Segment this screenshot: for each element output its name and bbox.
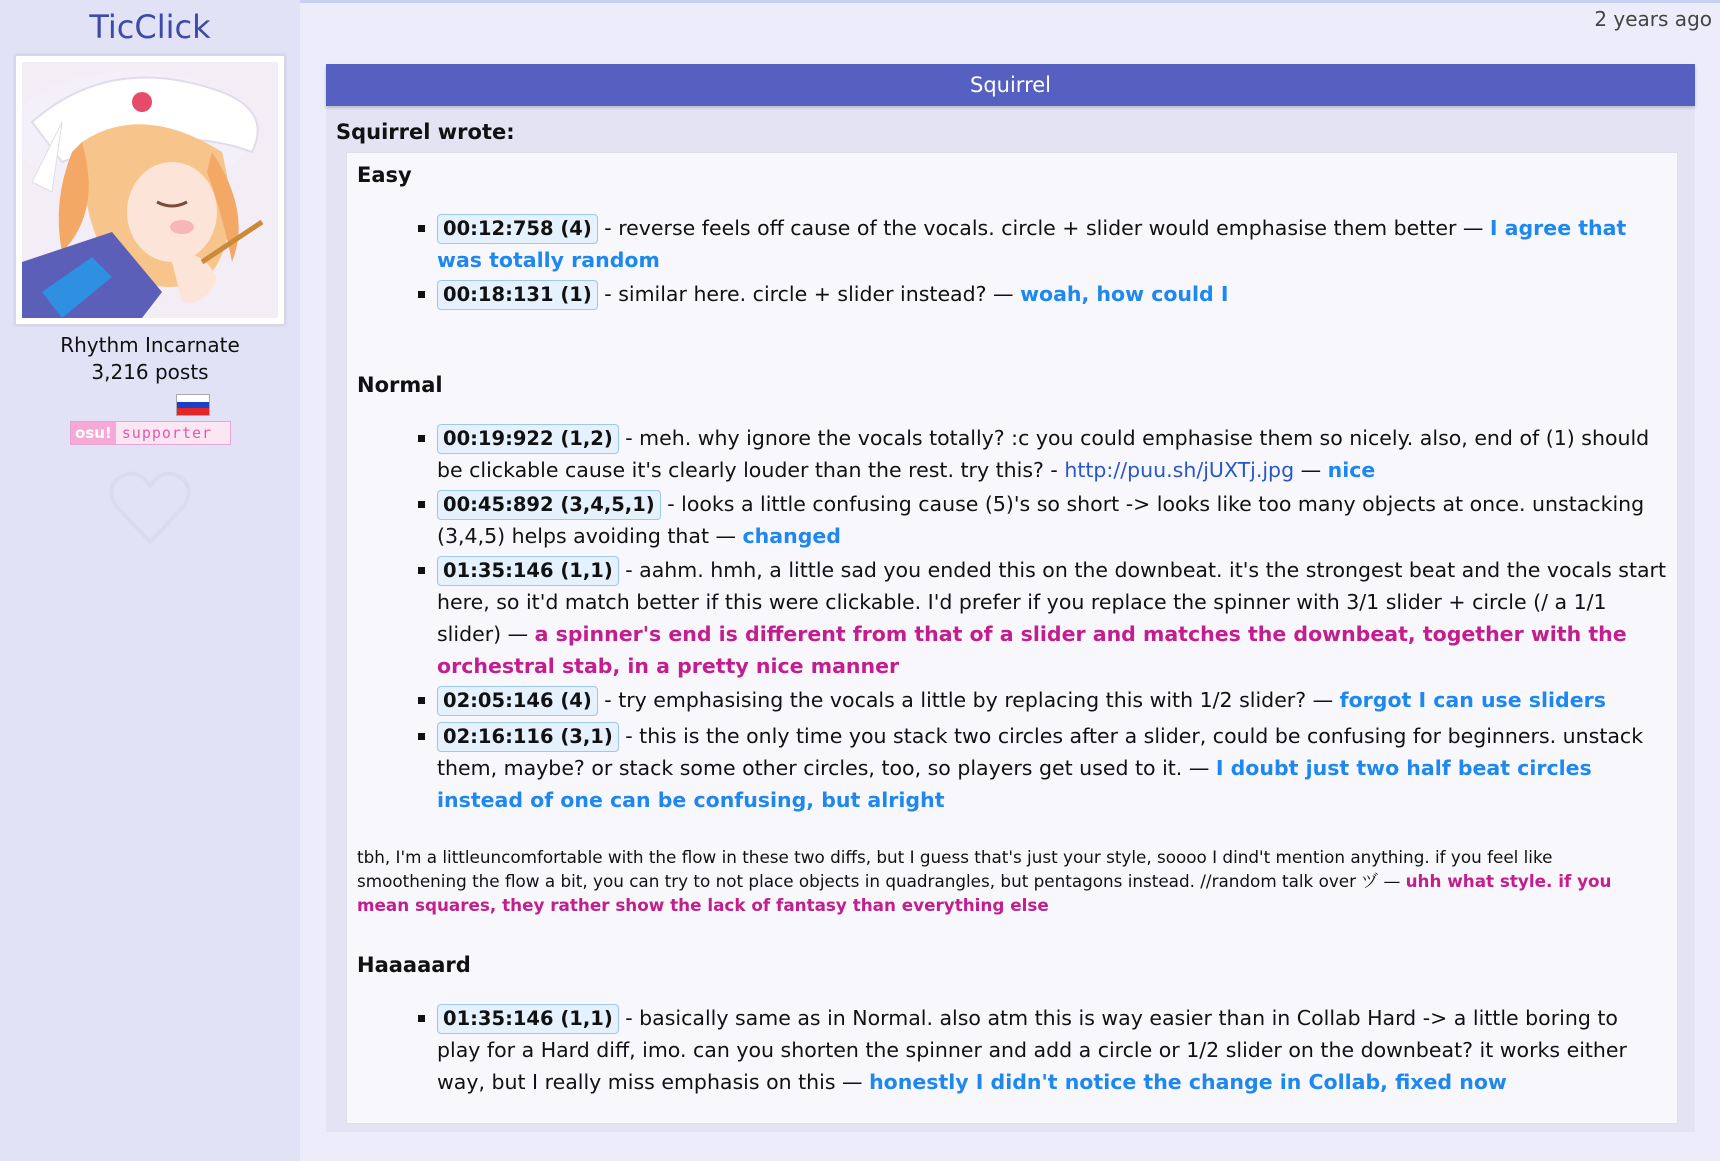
item-text: - this is the only time you stack two circles after a slider, could be confusing for beginners. unstack them, maybe? or stack some other circles, too, so players get used to it. — [437, 724, 1644, 780]
reply-text: forgot I can use sliders [1339, 688, 1606, 712]
timestamp-link[interactable]: 00:18:131 (1) [437, 280, 598, 310]
hard-list [357, 1002, 1667, 1098]
post-timestamp: 2 years ago [1594, 7, 1712, 31]
supporter-osu-label: osu! [71, 422, 116, 444]
list-item [357, 684, 1667, 716]
user-sidebar [0, 0, 300, 1161]
section-title-hard: Haaaaard [357, 953, 471, 977]
item-text: - aahm. hmh, a little sad you ended this on the downbeat. it's the strongest beat and the vocals start here, so it'd match better if this were clickable. I'd prefer if you replace the spinner with 3/1 slider + circle (/ a 1/1 slider) — [437, 558, 1667, 646]
timestamp-link[interactable]: 01:35:146 (1,1) [437, 556, 619, 586]
list-item [357, 422, 1667, 486]
note-reply: uhh what style. if you mean squares, they rather show the lack of fantasy than everything else [357, 871, 1612, 915]
list-item [357, 212, 1667, 276]
timestamp-link[interactable]: 01:35:146 (1,1) [437, 1004, 619, 1034]
list-item [357, 554, 1667, 682]
item-text: - looks a little confusing cause (5)'s so short -> looks like too many objects at once. unstacking (3,4,5) helps avoiding that — [437, 492, 1645, 548]
bullet-icon [418, 501, 425, 508]
bullet-icon [418, 733, 425, 740]
timestamp-link[interactable]: 02:05:146 (4) [437, 686, 598, 716]
item-text: - basically same as in Normal. also atm this is way easier than in Collab Hard -> a little boring to play for a Hard diff, imo. can you shorten the spinner and add a circle or 1/2 slider on the downbeat? it works either way, but I really miss emphasis on this — [437, 1006, 1627, 1094]
post-count[interactable]: 3,216 posts [91, 360, 209, 384]
username-link[interactable]: TicClick [89, 8, 211, 46]
quote-author: Squirrel wrote: [336, 120, 515, 144]
reply-text: woah, how could I [1020, 282, 1229, 306]
item-text: - similar here. circle + slider instead? — [597, 282, 1021, 306]
image-link[interactable]: http://puu.sh/jUXTj.jpg [1064, 458, 1295, 482]
section-title-normal: Normal [357, 373, 443, 397]
reply-text: I doubt just two half beat circles instead of one can be confusing, but alright [437, 756, 1592, 812]
post-body [326, 64, 1695, 1132]
item-text: - reverse feels off cause of the vocals. circle + slider would emphasise them better — [597, 216, 1490, 240]
note-paragraph [357, 845, 1667, 917]
list-item [357, 720, 1667, 816]
list-item [357, 488, 1667, 552]
reply-text: I agree that was totally random [437, 216, 1627, 272]
item-text: - try emphasising the vocals a little by replacing this with 1/2 slider? — [597, 688, 1340, 712]
list-item [357, 278, 1667, 310]
avatar-image [22, 62, 278, 318]
reply-text: a spinner's end is different from that of a slider and matches the downbeat, together with the orchestral stab, in a pretty nice manner [437, 622, 1627, 678]
bullet-icon [418, 567, 425, 574]
user-title: Rhythm Incarnate [60, 333, 240, 357]
russia-flag-icon [176, 394, 210, 416]
bullet-icon [418, 1015, 425, 1022]
bullet-icon [418, 291, 425, 298]
list-item [357, 1002, 1667, 1098]
timestamp-link[interactable]: 02:16:116 (3,1) [437, 722, 619, 752]
bullet-icon [418, 435, 425, 442]
reply-text: nice [1327, 458, 1376, 482]
timestamp-link[interactable]: 00:12:758 (4) [437, 214, 598, 244]
item-text: - meh. why ignore the vocals totally? :c you could emphasise them so nicely. also, end of (1) should be clickable cause it's clearly louder than the rest. try this? - [437, 426, 1650, 482]
normal-list [357, 422, 1667, 816]
supporter-badge[interactable] [70, 421, 231, 445]
bullet-icon [418, 225, 425, 232]
timestamp-link[interactable]: 00:19:922 (1,2) [437, 424, 619, 454]
avatar[interactable] [15, 55, 285, 325]
section-title-easy: Easy [357, 163, 412, 187]
easy-list [357, 212, 1667, 310]
note-text: tbh, I'm a littleuncomfortable with the flow in these two diffs, but I guess that's just your style, soooo I dind't mention anything. if you feel like smoothening the flow a bit, you can try to not place objects in quadrangles, but pentagons instead. //random talk over ヅ — [357, 847, 1553, 891]
supporter-label: supporter [121, 424, 213, 442]
quote-box [346, 152, 1678, 1124]
bullet-icon [418, 697, 425, 704]
item-text-separator: — [1294, 458, 1328, 482]
reply-text: honestly I didn't notice the change in Collab, fixed now [869, 1070, 1507, 1094]
heart-icon [108, 468, 192, 548]
post-title: Squirrel [326, 64, 1695, 106]
timestamp-link[interactable]: 00:45:892 (3,4,5,1) [437, 490, 661, 520]
reply-text: changed [742, 524, 841, 548]
